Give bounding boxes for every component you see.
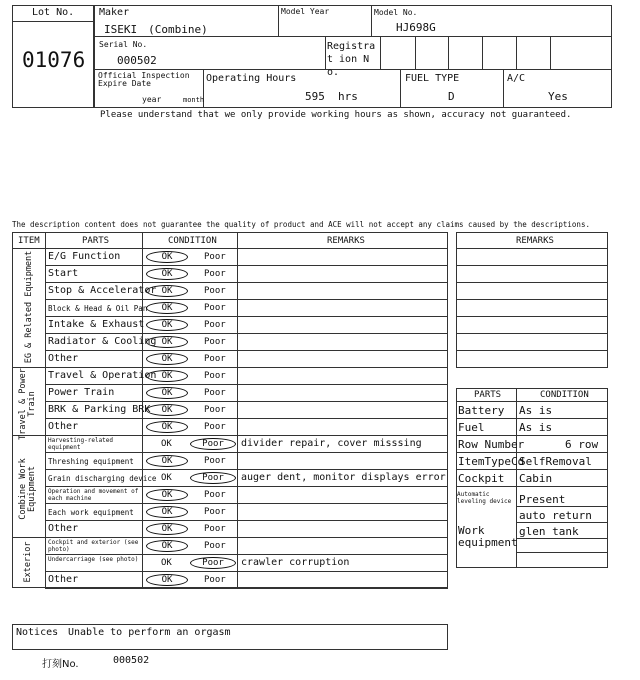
row-part: Start [48, 268, 79, 279]
condition-poor[interactable]: Poor [204, 456, 226, 466]
condition-poor[interactable]: Poor [204, 405, 226, 415]
condition-ok[interactable]: OK [161, 439, 172, 449]
condition-ok[interactable]: OK [146, 506, 188, 518]
row-remark: auger dent, monitor displays error [241, 472, 446, 483]
condition-poor[interactable]: Poor [204, 422, 226, 432]
condition-poor[interactable]: Poor [204, 337, 226, 347]
condition-poor[interactable]: Poor [204, 320, 226, 330]
notices-value: Unable to perform an orgasm [68, 627, 231, 638]
disclaimer: The description content does not guarantee the quality of product and ACE will not accept any claims caused by the descriptions. [12, 220, 590, 229]
condition-poor[interactable]: Poor [204, 286, 226, 296]
condition-ok[interactable]: OK [146, 268, 188, 280]
notices-label: Notices [16, 627, 59, 638]
auto-level-value: Present [519, 493, 566, 506]
row-part: Undercarriage (see photo) [48, 556, 139, 563]
rt-condition-header: CONDITION [540, 390, 589, 400]
condition-poor[interactable]: Poor [190, 472, 236, 484]
month-label: month [183, 96, 205, 104]
serial-value: 000502 [117, 54, 157, 67]
condition-ok[interactable]: OK [146, 421, 188, 433]
condition-poor[interactable]: Poor [204, 541, 226, 551]
serial-label: Serial No. [99, 40, 148, 49]
condition-ok[interactable]: OK [146, 455, 188, 467]
row-remark: divider repair, cover misssing [241, 438, 422, 449]
stamp-label: 打刻No. [42, 659, 79, 670]
condition-poor[interactable]: Poor [190, 438, 236, 450]
lot-number: 01076 [22, 48, 86, 72]
row-part: Grain discharging device [48, 474, 157, 483]
condition-ok[interactable]: OK [146, 404, 188, 416]
condition-poor[interactable]: Poor [204, 524, 226, 534]
condition-ok[interactable]: OK [161, 473, 172, 483]
remarks2-table [456, 232, 608, 368]
condition-ok[interactable]: OK [146, 302, 188, 314]
row-part: Travel & Operation [48, 370, 157, 381]
condition-ok[interactable]: OK [146, 319, 188, 331]
col-remarks-header: REMARKS [327, 236, 365, 246]
hours-note: Please understand that we only provide working hours as shown, accuracy not guaranteed. [100, 110, 572, 120]
row-part: Other [48, 523, 79, 534]
condition-ok[interactable]: OK [146, 285, 188, 297]
condition-ok[interactable]: OK [146, 251, 188, 263]
model-no-label: Model No. [374, 8, 418, 17]
row-part: Other [48, 421, 79, 432]
condition-poor[interactable]: Poor [204, 507, 226, 517]
rt-parts-header: PARTS [474, 390, 502, 400]
condition-ok[interactable]: OK [146, 353, 188, 365]
work-value-1: auto return [519, 509, 592, 522]
cockpit-value: Cabin [519, 472, 553, 485]
row-part: Other [48, 574, 79, 585]
operating-hours-value: 595 [305, 90, 325, 103]
work-equipment-label: Work equipment [458, 524, 518, 549]
condition-poor[interactable]: Poor [190, 557, 236, 569]
condition-ok[interactable]: OK [146, 387, 188, 399]
fuel-type-value: D [448, 90, 455, 103]
row-part: Radiator & Cooling [48, 336, 157, 347]
row-part: Threshing equipment [48, 457, 134, 466]
col-condition-header: CONDITION [168, 236, 217, 246]
model-no-value: HJ698G [396, 21, 436, 34]
row-part: Harvesting-related equipment [48, 437, 114, 451]
condition-poor[interactable]: Poor [204, 490, 226, 500]
fuel-value: As is [519, 421, 553, 434]
condition-ok[interactable]: OK [146, 574, 188, 586]
group-exterior-label: Exterior [23, 541, 33, 583]
operating-hours-unit: hrs [338, 90, 358, 103]
maker-value: ISEKI (Combine) [104, 23, 208, 36]
condition-ok[interactable]: OK [146, 336, 188, 348]
row-part: Intake & Exhaust [48, 319, 145, 330]
condition-ok[interactable]: OK [161, 558, 172, 568]
row-part: Cockpit and exterior (see photo) [48, 539, 139, 553]
row-remark: crawler corruption [241, 557, 350, 568]
condition-poor[interactable]: Poor [204, 388, 226, 398]
row-part: Stop & Accelerator [48, 285, 157, 296]
auto-level-label: Automatic leveling device [457, 491, 512, 505]
fuel-label: Fuel [458, 421, 485, 434]
row-part: Other [48, 353, 79, 364]
row-part: E/G Function [48, 251, 121, 262]
condition-ok[interactable]: OK [146, 540, 188, 552]
ac-value: Yes [548, 90, 568, 103]
condition-poor[interactable]: Poor [204, 269, 226, 279]
condition-ok[interactable]: OK [146, 489, 188, 501]
maker-label: Maker [99, 7, 130, 18]
registration-label: Registrat ion No. [327, 41, 376, 78]
battery-label: Battery [458, 404, 505, 417]
condition-poor[interactable]: Poor [204, 371, 226, 381]
row-part: Operation and movement of each machine [48, 488, 139, 502]
cockpit-label: Cockpit [458, 472, 505, 485]
lot-label: Lot No. [32, 7, 75, 18]
col-parts-header: PARTS [82, 236, 110, 246]
row-number-label: Row Number [458, 438, 525, 451]
condition-poor[interactable]: Poor [204, 252, 226, 262]
inspection-label: Official Inspection Expire Date [98, 71, 190, 88]
col-item-header: ITEM [18, 236, 40, 246]
condition-poor[interactable]: Poor [204, 303, 226, 313]
battery-value: As is [519, 404, 553, 417]
fuel-type-label: FUEL TYPE [405, 73, 460, 84]
stamp-value: 000502 [113, 655, 150, 666]
row-part: BRK & Parking BRK [48, 404, 151, 415]
group-combine-label: Combine Work Equipment [18, 458, 37, 520]
group-eg-label: EG & Related Equipment [24, 250, 34, 364]
condition-poor[interactable]: Poor [204, 575, 226, 585]
row-number-value: 6 row [565, 438, 599, 451]
work-value-2: glen tank [519, 525, 579, 538]
model-year-label: Model Year [281, 7, 330, 16]
condition-ok[interactable]: OK [146, 523, 188, 535]
row-part: Each work equipment [48, 508, 134, 517]
itemtype-label: ItemTypeCd [458, 455, 525, 468]
condition-poor[interactable]: Poor [204, 354, 226, 364]
row-part: Block & Head & Oil Pan [48, 304, 148, 313]
ac-label: A/C [507, 73, 526, 84]
itemtype-value: SelfRemoval [519, 455, 592, 468]
operating-hours-label: Operating Hours [206, 73, 297, 84]
col-remarks2-header: REMARKS [516, 236, 554, 246]
condition-ok[interactable]: OK [146, 370, 188, 382]
row-part: Power Train [48, 387, 115, 398]
group-travel-label: Travel & Power Train [18, 368, 37, 440]
year-label: year [142, 95, 162, 104]
